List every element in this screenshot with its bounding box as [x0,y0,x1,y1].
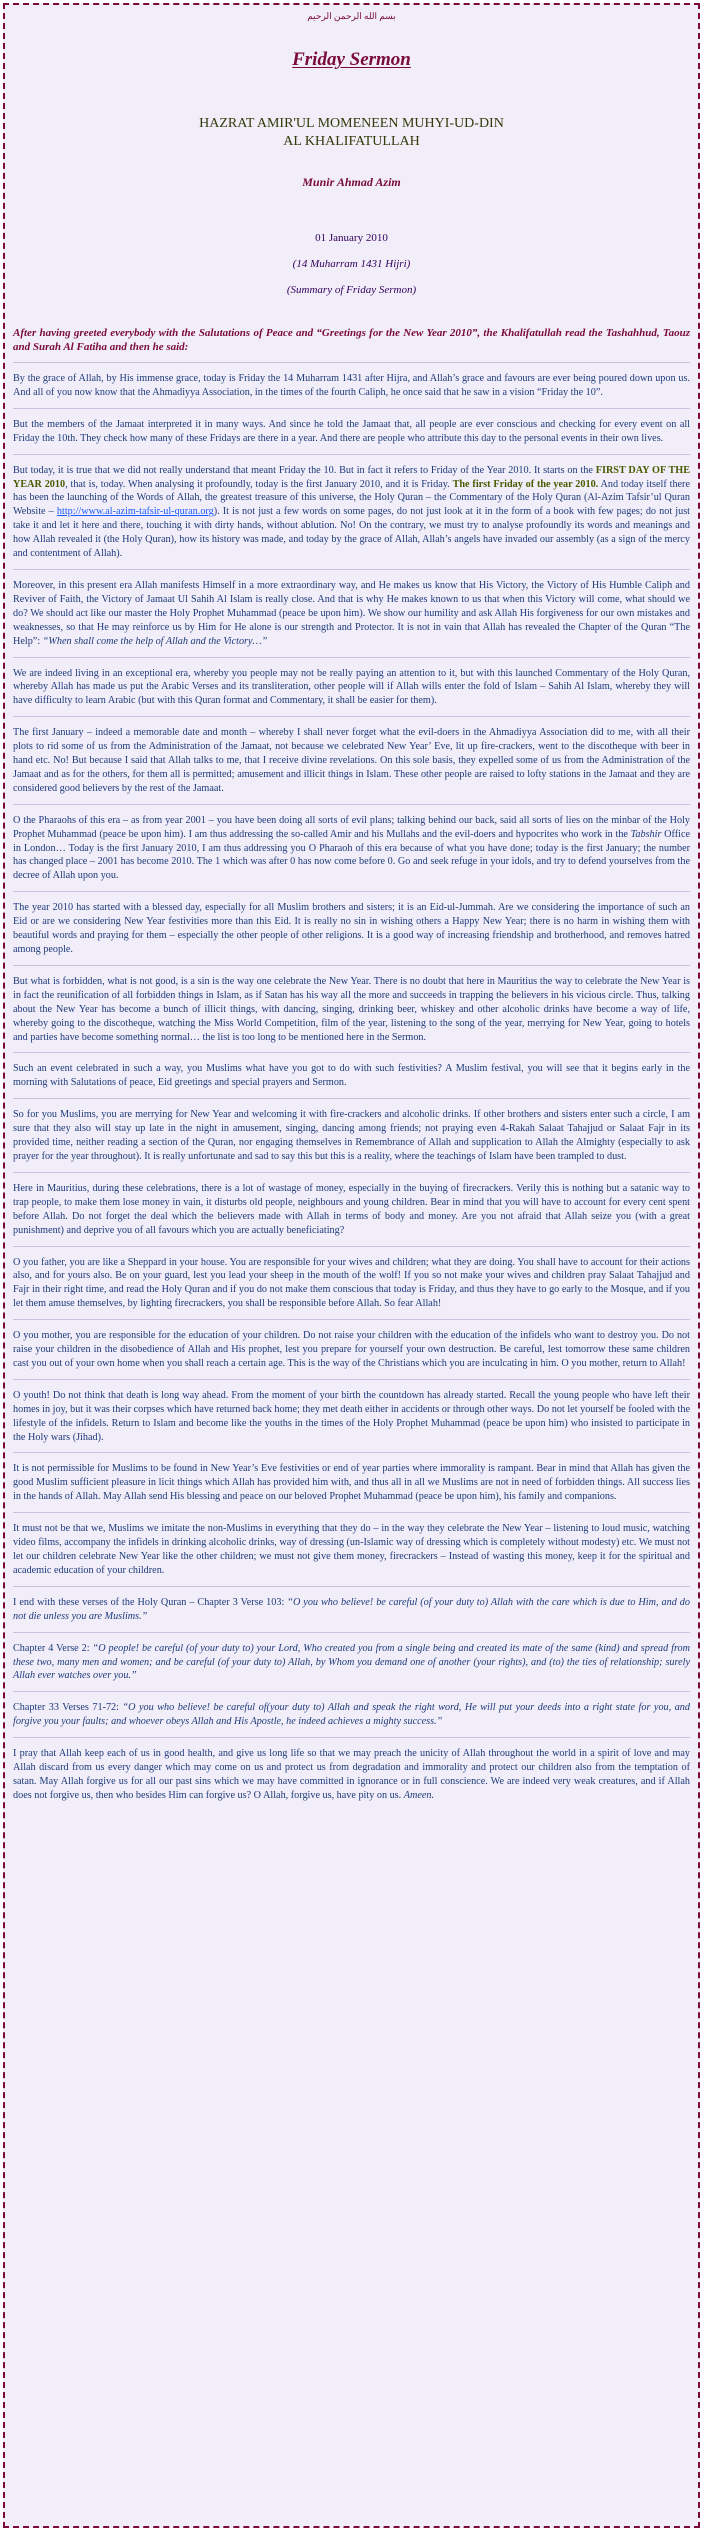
paragraph [13,814,690,884]
paragraph: O youth! Do not think that death is long way ahead. From the moment of your birth the countdown has already started. Recall the young people who have left their homes in joy, but it was their corpses which have returned back home; they met death either in accidents or through other ways. Do not let yourself be fooled with the lifestyle of the infidels. Return to Islam and become like the youths in the times of the Holy Prophet Muhammad (peace be upon him) who insisted to participate in the Holy wars (Jihad). [13,1389,690,1443]
divider [13,1246,690,1247]
paragraph: Here in Mauritius, during these celebrations, there is a lot of wastage of money, especially in the buying of firecrackers. Verily this is nothing but a satanic way to trap people, to make them lose money in vain, it disturbs old people, neighbours and young children. Bear in mind that you will have to account for every cent spent before Allah. Do not forget the deal which the believers made with Allah in terms of body and money. Are you not afraid that Allah seize you (with a great punishment) and deprive you of all favours which you are actually beneficiating? [13,1182,690,1236]
text-run: And today itself there has been the launching of the Words of Allah, the greatest treasure of this universe, the Holy Quran – the Commentary of the Holy Quran (Al-Azim Tafsir’ul Quran Website – [13,478,690,518]
divider [13,1737,690,1738]
paragraph: By the grace of Allah, by His immense grace, today is Friday the 14 Muharram 1431 after Hijra, and Allah’s grace and favours are ever being poured down upon us. And all of you now know that the Ahmadiyya Association, in the times of the fourth Caliph, he once said that he saw in a vision “Friday the 10”. [13,373,690,398]
divider [13,1586,690,1587]
quote-text: “O you who believe! be careful (of your duty to) Allah with the care which is due to Him, and do not die unless you are Muslims.” [13,1596,690,1622]
intro-paragraph: After having greeted everybody with the Salutations of Peace and “Greetings for the New Year 2010”, the Khalifatullah read the Tashahhud, Taouz and Surah Al Fatiha and then he said: [13,327,690,353]
divider [13,804,690,805]
paragraph: We are indeed living in an exceptional era, whereby you people may not be really paying an attention to it, but with this launched Commentary of the Holy Quran, whereby Allah has made us put the Arabic Verses and its transliteration, other people will if Allah wills enter the fold of Islam – Sahih Al Islam, whereby they will have difficulty to learn Arabic (but with this Quran format and Commentary, it shall be easier for them). [13,667,690,707]
page-title: Friday Sermon [292,49,411,70]
sermon-page [3,3,700,2528]
divider [13,569,690,570]
text-run: O the Pharaohs of this era – as from year 2001 – you have been doing all sorts of evil plans; talking behind our back, said all sorts of lies on the minbar of the Holy Prophet Muhammad (peace be upon him). I am thus addressing the so-called Amir and his Mullahs and the evil-doers and hypocrites who work in the [13,814,690,840]
paragraph: Such an event celebrated in such a way, you Muslims what have you got to do with such festivities? A Muslim festival, you will see that it begins early in the morning with Salutations of peace, Eid greetings and special prayers and Sermon. [13,1063,690,1089]
website-link[interactable]: http://www.al-azim-tafsir-ul-quran.org [56,506,214,518]
paragraph: It must not be that we, Muslims we imitate the non-Muslims in everything that they do – in the way they celebrate the New Year – listening to loud music, watching video films, accompany the infidels in drinking alcoholic drinks, way of dressing (un-Islamic way of dressing which is completely without modesty) etc. We must not let our children celebrate New Year like the other children; we must not give them money, firecrackers – Instead of wasting this money, keep it for the spiritual and academic education of your children. [13,1523,690,1576]
paragraph: It is not permissible for Muslims to be found in New Year’s Eve festivities or end of year parties where immorality is rampant. Bear in mind that Allah has given the good Muslim sufficient pleasure in licit things which Allah has provided him with, and thus all in all we Muslims are not in need of forbidden things. All success lies in the hands of Allah. May Allah send His blessing and peace on our beloved Prophet Muhammad (peace be upon him), his family and companions. [13,1463,690,1503]
text-run: I pray that Allah keep each of us in good health, and give us long life so that we may preach the unicity of Allah throughout the world in a spirit of love and may Allah discard from us every danger which may come on us and protect us from degradation and immorality and protect our children also from the temptation of satan. May Allah forgive us for all our past sins which we may have committed in ignorance or in full conscience. We are indeed very weak creatures, and if Allah does not forgive us, then who besides Him can forgive us? O Allah, forgive us, have pity on us. [13,1748,690,1801]
divider [13,454,690,455]
paragraph: But the members of the Jamaat interpreted it in many ways. And since he told the Jamaat that, all people are ever conscious and checking for every event on all Friday the 10th. They check how many of these Fridays are there in a year. And there are people who attribute this day to the personal events in their own lives. [13,418,690,444]
text-run: Chapter 33 Verses 71-72: [13,1702,123,1714]
author-name: Munir Ahmad Azim [302,175,401,189]
divider [13,1379,690,1380]
honorific [13,115,690,151]
text-run: Office in London… Today is the first January 2010, I am thus addressing you O Pharaoh of this era because of what you have done; today is the first January; the number has changed place – 2001 has become 2010. The 1 which was after 0 has now come before 0. Go and seek refuge in your idols, and try to defend yourselves from the decree of Allah upon you. [13,828,690,882]
divider [13,1052,690,1053]
quote-text: “When shall come the help of Allah and the Victory…” [42,635,268,647]
text-run: , that is, today. When analysing it profoundly, today is the first January 2010, and it is Friday. [65,478,453,490]
text-run: ). It is not just a few words on some pages, do not just look at it in the form of a book with few pages; do not just take it and let it here and there, touching it with dirty hands, without ablution. No! On the contrary, we must try to analyse profoundly its words and meanings and how Allah revealed it (the Holy Quran), how its history was made, and today by the grace of Allah, Allah’s angels have invaded our assembly (as a sign of the mercy and contentment of Allah). [13,506,690,560]
paragraph: O you mother, you are responsible for the education of your children. Do not raise your children with the education of the infidels who want to destroy you. Do not raise your children in the disobedience of Allah and His prophet, lest you prepare for yourself your own destruction. Be careful, lest tomorrow these same children cast you out of your own home when you shall reach a certain age. This is the way of the Christians which you are inculcating in him. O you mother, return to Allah! [13,1330,690,1369]
paragraph [13,1747,690,1803]
paragraph: O you father, you are like a Sheppard in your house. You are responsible for your wives and children; what they are doing. You shall have to account for their actions also, and for yours also. Be on your guard, lest you lead your sheep in the mouth of the wolf! If you so not make your wives and children pray Salaat Tahajjud and Fajr in their right time, and read the Holy Quran and if you do not make them conscious that today is Friday, and thus they have to go early to the Mosque, and if you let them amuse themselves, by lighting firecrackers, you shall be responsible before Allah. So fear Allah! [13,1256,690,1310]
divider [13,1452,690,1453]
text-run: But today, it is true that we did not really understand that meant Friday the 10. But in fact it refers to Friday of the Year 2010. It starts on the [13,464,596,476]
divider [13,891,690,892]
divider [13,1319,690,1320]
divider [13,1098,690,1099]
divider [13,1512,690,1513]
paragraph: The first January – indeed a memorable date and month – whereby I shall never forget what the evil-doers in the Ahmadiyya Association did to me, with all their plots to rid some of us from the Administration of the Jamaat, not because we celebrated New Year’ Eve, lit up fire-crackers, went to the discotheque with beer in hand etc. No! But because I said that Allah talks to me, that I receive divine revelations. On this sole basis, they expelled some of us from the Administration of the Jamaat and as for the others, for them all is permitted; amusement and illicit things in Islam. These other people are raised to lofty stations in the Jamaat and they are considered good believers by the rest of the Jamaat. [13,727,690,794]
divider [13,1691,690,1692]
text-run: Moreover, in this present era Allah manifests Himself in a more extraordinary way, and He makes us know that His Victory, the Victory of His Humble Caliph and Reviver of Faith, the Victory of Jamaat Ul Sahih Al Islam is really close. And that is why He makes known to us that when this Victory will come, what should we do? We should act like our master the Holy Prophet Muhammad (peace be upon him). We show our humility and ask Allah His forgiveness for our own mistakes and weaknesses, so that He may reinforce us by Him for He alone is our strength and Protector. It is not in vain that Allah has revealed the Chapter of the Quran “The Help”: [13,579,690,647]
hijri-date: (14 Muharram 1431 Hijri) [292,258,411,270]
divider [13,1632,690,1633]
divider [13,362,690,363]
text-run: I end with these verses of the Holy Quran – Chapter 3 Verse 103: [13,1596,288,1608]
divider [13,1172,690,1173]
divider [13,716,690,717]
highlight-text: FIRST DAY OF THE YEAR 2010 [13,464,690,490]
divider [13,657,690,658]
italic-text: Tabshir [630,828,662,840]
text-run: Chapter 4 Verse 2: [13,1642,93,1654]
italic-text: Ameen. [403,1789,435,1801]
honorific-line-2: AL KHALIFATULLAH [283,134,420,149]
paragraph [13,1701,690,1729]
quote-text: “O you who believe! be careful of(your duty to) Allah and speak the right word, He will put your deeds into a right state for you, and forgive you your faults; and whoever obeys Allah and His Apostle, he indeed achieves a mighty success.” [13,1702,690,1728]
summary-note: (Summary of Friday Sermon) [286,284,417,296]
paragraph [13,464,690,561]
paragraph: So for you Muslims, you are merrying for New Year and welcoming it with fire-crackers and alcoholic drinks. If other brothers and sisters enter such a circle, I am sure that they also will stay up late in the night in amusement, singing, dancing among friends; not praying even 4-Rakah Salaat Tahajjud or Salaat Fajr in its provided time, neither reading a section of the Quran, nor engaging themselves in Remembrance of Allah and supplication to Allah the Almighty (especially to ask prayer for the year throughout). It is really unfortunate and sad to say this but this is a reality, where the teachings of Islam have been trampled to dust. [13,1109,690,1162]
highlight-text: The first Friday of the year 2010. [452,478,599,490]
honorific-line-1: HAZRAT AMIR'UL MOMENEEN MUHYI-UD-DIN [199,116,504,131]
paragraph: But what is forbidden, what is not good, is a sin is the way one celebrate the New Year. There is no doubt that here in Mauritius the way to celebrate the New Year is in fact the reunification of all forbidden things in Islam, as if Satan has his way all the more and succeeds in trapping the believers in his vicious circle. Thus, talking about the New Year has become a bunch of illicit things, with dancing, singing, drinking beer, whiskey and other alcoholic drinks have become a way of life, whereby going to the discotheque, watching the Miss World Competition, film of the year, listening to the song of the year, merrying for New Year, going to hotels and parties have become something normal… the list is too long to be mentioned here in the Sermon. [13,975,690,1043]
divider [13,965,690,966]
divider [13,408,690,409]
paragraph [13,1596,690,1624]
paragraph: The year 2010 has started with a blessed day, especially for all Muslim brothers and sisters; it is an Eid-ul-Jummah. Are we considering the importance of such an Eid or are we considering New Year festivities more than this Eid. It is really no sin in wishing others a Happy New Year; there is no harm in wishing them with beautiful words and praying for them – especially the other people of other religions. It is a good way of increasing friendship and brotherhood, and removes hatred among people. [13,902,690,955]
paragraph [13,1642,690,1684]
quote-text: “O people! be careful (of your duty to) your Lord, Who created you from a single being and created its mate of the same (kind) and spread from these two, many men and women; and be careful (of your duty to) Allah, by Whom you demand one of another (your rights), and (to) the ties of relationship; surely Allah ever watches over you.” [13,1642,690,1682]
bismillah: بسم الله الرحمن الرحيم [307,11,396,21]
sermon-date: 01 January 2010 [315,232,388,244]
paragraph [13,579,690,649]
